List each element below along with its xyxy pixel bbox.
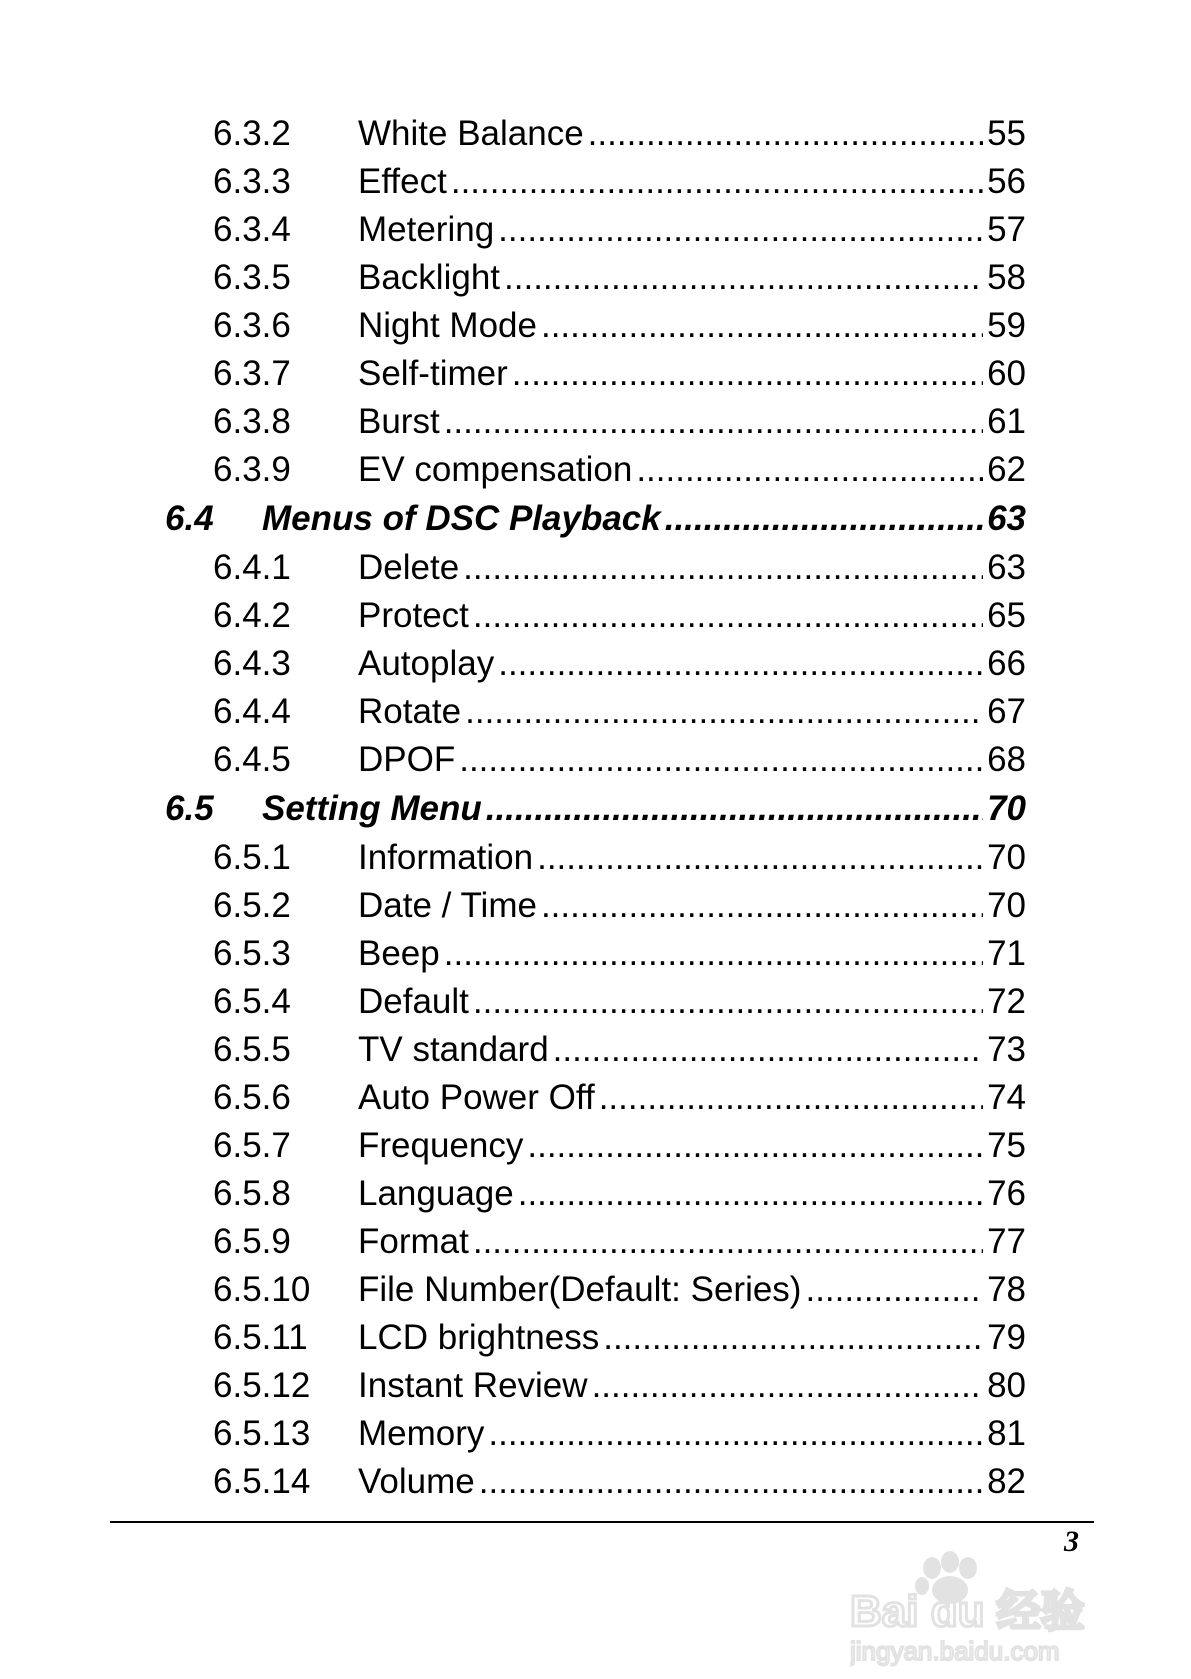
toc-entry-leader-line <box>358 1314 1026 1362</box>
toc-section-entry[interactable] <box>0 784 1191 834</box>
toc-dot-leader <box>451 158 983 206</box>
toc-entry-number: 6.4.2 <box>213 596 291 635</box>
toc-entry-page-number: 56 <box>983 158 1026 206</box>
toc-entry[interactable] <box>0 930 1191 978</box>
toc-entry[interactable] <box>0 1266 1191 1314</box>
toc-entry-title: White Balance <box>358 110 588 158</box>
toc-entry-leader-line <box>358 688 1026 736</box>
toc-entry[interactable] <box>0 688 1191 736</box>
toc-entry[interactable] <box>0 544 1191 592</box>
toc-entry-title: Autoplay <box>358 640 498 688</box>
toc-entry-title: EV compensation <box>358 446 636 494</box>
toc-entry-number: 6.5.5 <box>213 1030 291 1069</box>
toc-entry-title: Default <box>358 978 473 1026</box>
toc-entry-leader-line <box>358 544 1026 592</box>
toc-entry-title: Frequency <box>358 1122 527 1170</box>
toc-dot-leader <box>537 834 983 882</box>
toc-dot-leader <box>541 882 983 930</box>
toc-dot-leader <box>463 544 983 592</box>
toc-entry-leader-line <box>358 978 1026 1026</box>
toc-entry-title: Format <box>358 1218 473 1266</box>
toc-entry-page-number: 55 <box>983 110 1026 158</box>
toc-dot-leader <box>518 1170 983 1218</box>
toc-entry-page-number: 67 <box>983 688 1026 736</box>
toc-entry-leader-line <box>358 350 1026 398</box>
toc-entry-title: Protect <box>358 592 473 640</box>
toc-dot-leader <box>498 640 983 688</box>
toc-entry-leader-line <box>358 1266 1026 1314</box>
toc-entry[interactable] <box>0 1314 1191 1362</box>
toc-entry-number: 6.5.9 <box>213 1222 291 1261</box>
toc-entry[interactable] <box>0 446 1191 494</box>
toc-entry-leader-line <box>358 302 1026 350</box>
toc-entry-page-number: 66 <box>983 640 1026 688</box>
toc-entry-leader-line <box>358 736 1026 784</box>
toc-entry-number: 6.5.11 <box>213 1318 308 1357</box>
toc-entry-page-number: 75 <box>983 1122 1026 1170</box>
toc-entry[interactable] <box>0 640 1191 688</box>
toc-entry-page-number: 78 <box>983 1266 1026 1314</box>
toc-entry-title: Night Mode <box>358 302 541 350</box>
toc-entry[interactable] <box>0 592 1191 640</box>
toc-dot-leader <box>473 592 983 640</box>
toc-entry-number: 6.5.1 <box>213 838 291 877</box>
toc-entry-page-number: 68 <box>983 736 1026 784</box>
toc-entry-leader-line <box>358 446 1026 494</box>
toc-entry-title: Rotate <box>358 688 465 736</box>
toc-dot-leader <box>504 254 983 302</box>
toc-entry-number: 6.4.4 <box>213 692 291 731</box>
toc-entry-leader-line <box>358 254 1026 302</box>
toc-entry-page-number: 80 <box>983 1362 1026 1410</box>
toc-entry-page-number: 60 <box>983 350 1026 398</box>
toc-dot-leader <box>473 1218 983 1266</box>
toc-entry-title: Date / Time <box>358 882 541 930</box>
toc-entry-page-number: 63 <box>983 544 1026 592</box>
toc-entry-number: 6.3.7 <box>213 354 291 393</box>
toc-entry-leader-line <box>358 1362 1026 1410</box>
toc-entry[interactable] <box>0 978 1191 1026</box>
toc-entry-number: 6.5.10 <box>213 1270 311 1309</box>
toc-entry-number: 6.4 <box>165 499 214 538</box>
toc-entry-page-number: 72 <box>983 978 1026 1026</box>
footer-divider <box>110 1521 1094 1523</box>
toc-entry-page-number: 74 <box>983 1074 1026 1122</box>
toc-entry-leader-line <box>358 930 1026 978</box>
toc-entry[interactable] <box>0 1458 1191 1506</box>
toc-entry-title: Backlight <box>358 254 504 302</box>
toc-entry-title: Effect <box>358 158 451 206</box>
toc-entry-number: 6.3.8 <box>213 402 291 441</box>
toc-dot-leader <box>553 1026 983 1074</box>
toc-dot-leader <box>498 206 983 254</box>
toc-entry-number: 6.5.7 <box>213 1126 291 1165</box>
toc-entry[interactable] <box>0 1410 1191 1458</box>
toc-entry[interactable] <box>0 1074 1191 1122</box>
toc-entry-title: TV standard <box>358 1026 553 1074</box>
toc-entry[interactable] <box>0 1122 1191 1170</box>
toc-entry-page-number: 73 <box>983 1026 1026 1074</box>
toc-entry-page-number: 81 <box>983 1410 1026 1458</box>
toc-entry-leader-line <box>358 1026 1026 1074</box>
toc-entry-leader-line <box>262 784 1026 834</box>
toc-entry-page-number: 82 <box>983 1458 1026 1506</box>
toc-entry[interactable] <box>0 158 1191 206</box>
toc-dot-leader <box>512 350 983 398</box>
table-of-contents <box>0 110 1191 1506</box>
toc-dot-leader <box>479 1458 983 1506</box>
toc-entry-page-number: 58 <box>983 254 1026 302</box>
toc-section-entry[interactable] <box>0 494 1191 544</box>
toc-entry-leader-line <box>358 158 1026 206</box>
toc-entry-leader-line <box>358 1410 1026 1458</box>
toc-entry-title: Information <box>358 834 537 882</box>
toc-entry-number: 6.5.8 <box>213 1174 291 1213</box>
toc-entry-title: Beep <box>358 930 444 978</box>
toc-entry-title: Memory <box>358 1410 488 1458</box>
toc-dot-leader <box>665 494 983 544</box>
toc-entry-title: LCD brightness <box>358 1314 603 1362</box>
toc-entry-leader-line <box>358 592 1026 640</box>
toc-entry-page-number: 70 <box>983 784 1026 834</box>
toc-entry-leader-line <box>358 1218 1026 1266</box>
toc-entry-leader-line <box>358 1122 1026 1170</box>
toc-entry-leader-line <box>358 640 1026 688</box>
toc-entry-page-number: 59 <box>983 302 1026 350</box>
toc-dot-leader <box>459 736 983 784</box>
toc-entry-number: 6.3.6 <box>213 306 291 345</box>
toc-entry-leader-line <box>358 834 1026 882</box>
toc-entry[interactable] <box>0 1362 1191 1410</box>
toc-entry-number: 6.3.4 <box>213 210 291 249</box>
page-number: 3 <box>1064 1525 1079 1558</box>
toc-entry-number: 6.5.2 <box>213 886 291 925</box>
toc-entry-page-number: 57 <box>983 206 1026 254</box>
toc-entry-number: 6.5.6 <box>213 1078 291 1117</box>
toc-entry-title: Setting Menu <box>262 784 486 834</box>
toc-entry-title: Menus of DSC Playback <box>262 494 665 544</box>
toc-entry-number: 6.4.5 <box>213 740 291 779</box>
toc-entry-title: Auto Power Off <box>358 1074 599 1122</box>
toc-entry[interactable] <box>0 206 1191 254</box>
toc-entry-number: 6.3.2 <box>213 114 291 153</box>
toc-dot-leader <box>444 398 983 446</box>
toc-entry-page-number: 70 <box>983 882 1026 930</box>
toc-entry-leader-line <box>358 1074 1026 1122</box>
watermark-url-text: jingyan.baidu.com <box>850 1636 1060 1666</box>
toc-entry-title: Self-timer <box>358 350 512 398</box>
toc-entry[interactable] <box>0 350 1191 398</box>
toc-entry[interactable] <box>0 302 1191 350</box>
toc-entry[interactable] <box>0 736 1191 784</box>
toc-dot-leader <box>805 1266 983 1314</box>
watermark-brand-text: Bai du 经验 <box>850 1587 1085 1636</box>
toc-entry[interactable] <box>0 1218 1191 1266</box>
toc-entry[interactable] <box>0 110 1191 158</box>
toc-entry-number: 6.5.13 <box>213 1414 311 1453</box>
toc-dot-leader <box>527 1122 983 1170</box>
toc-dot-leader <box>486 784 983 834</box>
toc-entry[interactable] <box>0 254 1191 302</box>
toc-entry-title: Instant Review <box>358 1362 592 1410</box>
toc-entry-number: 6.5 <box>165 789 214 828</box>
toc-entry-page-number: 63 <box>983 494 1026 544</box>
toc-entry-number: 6.5.14 <box>213 1462 311 1501</box>
toc-dot-leader <box>541 302 983 350</box>
toc-entry[interactable] <box>0 834 1191 882</box>
toc-dot-leader <box>636 446 983 494</box>
toc-entry-number: 6.5.12 <box>213 1366 311 1405</box>
toc-entry-page-number: 70 <box>983 834 1026 882</box>
toc-entry-number: 6.3.5 <box>213 258 291 297</box>
toc-entry-number: 6.3.3 <box>213 162 291 201</box>
toc-dot-leader <box>592 1362 984 1410</box>
toc-entry-leader-line <box>358 110 1026 158</box>
toc-entry-leader-line <box>358 1458 1026 1506</box>
toc-entry-leader-line <box>358 1170 1026 1218</box>
toc-entry[interactable] <box>0 882 1191 930</box>
toc-entry[interactable] <box>0 398 1191 446</box>
toc-entry-page-number: 76 <box>983 1170 1026 1218</box>
toc-entry-leader-line <box>358 398 1026 446</box>
toc-entry-title: Volume <box>358 1458 479 1506</box>
toc-entry[interactable] <box>0 1170 1191 1218</box>
toc-entry-title: Language <box>358 1170 518 1218</box>
toc-entry-number: 6.3.9 <box>213 450 291 489</box>
toc-dot-leader <box>603 1314 983 1362</box>
toc-dot-leader <box>444 930 983 978</box>
toc-entry-page-number: 77 <box>983 1218 1026 1266</box>
toc-entry-number: 6.5.4 <box>213 982 291 1021</box>
toc-entry-page-number: 71 <box>983 930 1026 978</box>
toc-entry-leader-line <box>262 494 1026 544</box>
toc-entry-leader-line <box>358 206 1026 254</box>
toc-entry-page-number: 79 <box>983 1314 1026 1362</box>
toc-entry-leader-line <box>358 882 1026 930</box>
toc-entry-number: 6.4.1 <box>213 548 291 587</box>
toc-entry[interactable] <box>0 1026 1191 1074</box>
toc-entry-number: 6.4.3 <box>213 644 291 683</box>
baidu-jingyan-watermark-logo <box>850 1548 1140 1668</box>
toc-dot-leader <box>599 1074 983 1122</box>
toc-entry-number: 6.5.3 <box>213 934 291 973</box>
toc-dot-leader <box>588 110 983 158</box>
toc-dot-leader <box>465 688 983 736</box>
toc-entry-title: Metering <box>358 206 498 254</box>
toc-entry-page-number: 65 <box>983 592 1026 640</box>
toc-entry-page-number: 61 <box>983 398 1026 446</box>
toc-entry-title: DPOF <box>358 736 459 784</box>
toc-dot-leader <box>473 978 983 1026</box>
toc-entry-title: Delete <box>358 544 463 592</box>
toc-entry-title: Burst <box>358 398 444 446</box>
toc-entry-title: File Number(Default: Series) <box>358 1266 805 1314</box>
toc-entry-page-number: 62 <box>983 446 1026 494</box>
toc-dot-leader <box>488 1410 983 1458</box>
